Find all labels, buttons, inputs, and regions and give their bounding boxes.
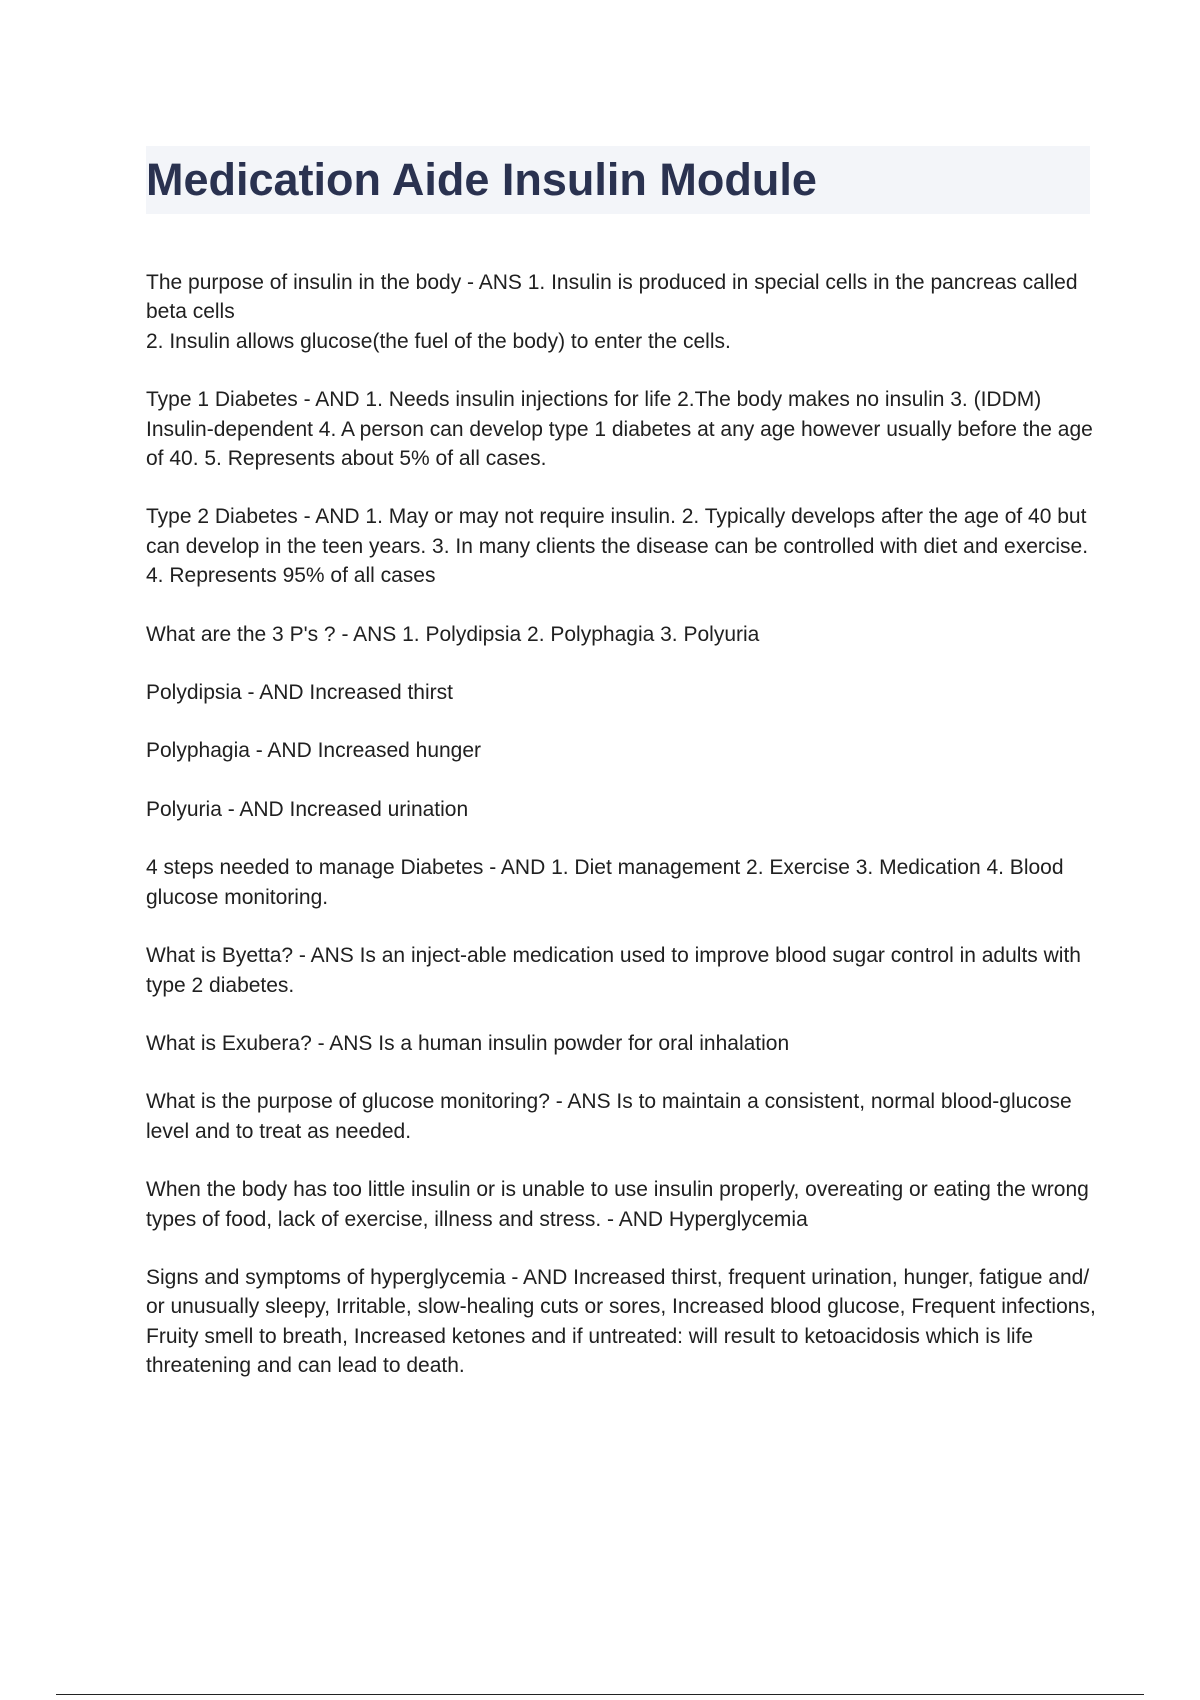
qa-entry-polyuria: Polyuria - AND Increased urination <box>146 797 469 821</box>
qa-entry-type2-diabetes: Type 2 Diabetes - AND 1. May or may not require insulin. 2. Typically develops after the age of 40 but can develop in the teen years. 3. In many clients the disease can be controlled with diet and exercise. 4. Represents 95% of all cases <box>146 505 1089 588</box>
page-title: Medication Aide Insulin Module <box>146 154 817 205</box>
qa-entry-glucose-monitoring: What is the purpose of glucose monitoring? - ANS Is to maintain a consistent, normal blood-glucose level and to treat as needed. <box>146 1090 1072 1143</box>
qa-entry-three-ps: What are the 3 P's ? - ANS 1. Polydipsia 2. Polyphagia 3. Polyuria <box>146 622 760 646</box>
qa-entry-four-steps: 4 steps needed to manage Diabetes - AND 1. Diet management 2. Exercise 3. Medication 4. Blood glucose monitoring. <box>146 856 1064 909</box>
qa-entry-hyperglycemia-causes: When the body has too little insulin or is unable to use insulin properly, overeating or eating the wrong types of food, lack of exercise, illness and stress. - AND Hyperglycemia <box>146 1178 1089 1231</box>
title-banner <box>146 146 1090 214</box>
qa-entry-polyphagia: Polyphagia - AND Increased hunger <box>146 739 482 763</box>
qa-entry-insulin-purpose <box>146 268 1096 356</box>
qa-entry-type1-diabetes: Type 1 Diabetes - AND 1. Needs insulin injections for life 2.The body makes no insulin 3. (IDDM) Insulin-dependent 4. A person can develop type 1 diabetes at any age however usually before the age of 40. 5. Represents about 5% of all cases. <box>146 388 1093 471</box>
qa-entry-polydipsia: Polydipsia - AND Increased thirst <box>146 681 453 705</box>
footer-divider <box>56 1694 1144 1695</box>
qa-entry-exubera: What is Exubera? - ANS Is a human insulin powder for oral inhalation <box>146 1031 790 1055</box>
qa-entry-text-continued: 2. Insulin allows glucose(the fuel of the body) to enter the cells. <box>146 329 731 353</box>
qa-entry-hyperglycemia-symptoms: Signs and symptoms of hyperglycemia - AND Increased thirst, frequent urination, hunger, fatigue and/ or unusually sleepy, Irritable, slow-healing cuts or sores, Increased blood glucose, Frequent infections, Fruity smell to breath, Increased ketones and if untreated: will result to ketoacidosis which is life threatening and can lead to death. <box>146 1265 1096 1378</box>
qa-entry-text: The purpose of insulin in the body - ANS 1. Insulin is produced in special cells in the pancreas called beta cells <box>146 271 1078 324</box>
qa-list <box>146 268 1096 1410</box>
qa-entry-byetta: What is Byetta? - ANS Is an inject-able medication used to improve blood sugar control in adults with type 2 diabetes. <box>146 944 1081 997</box>
